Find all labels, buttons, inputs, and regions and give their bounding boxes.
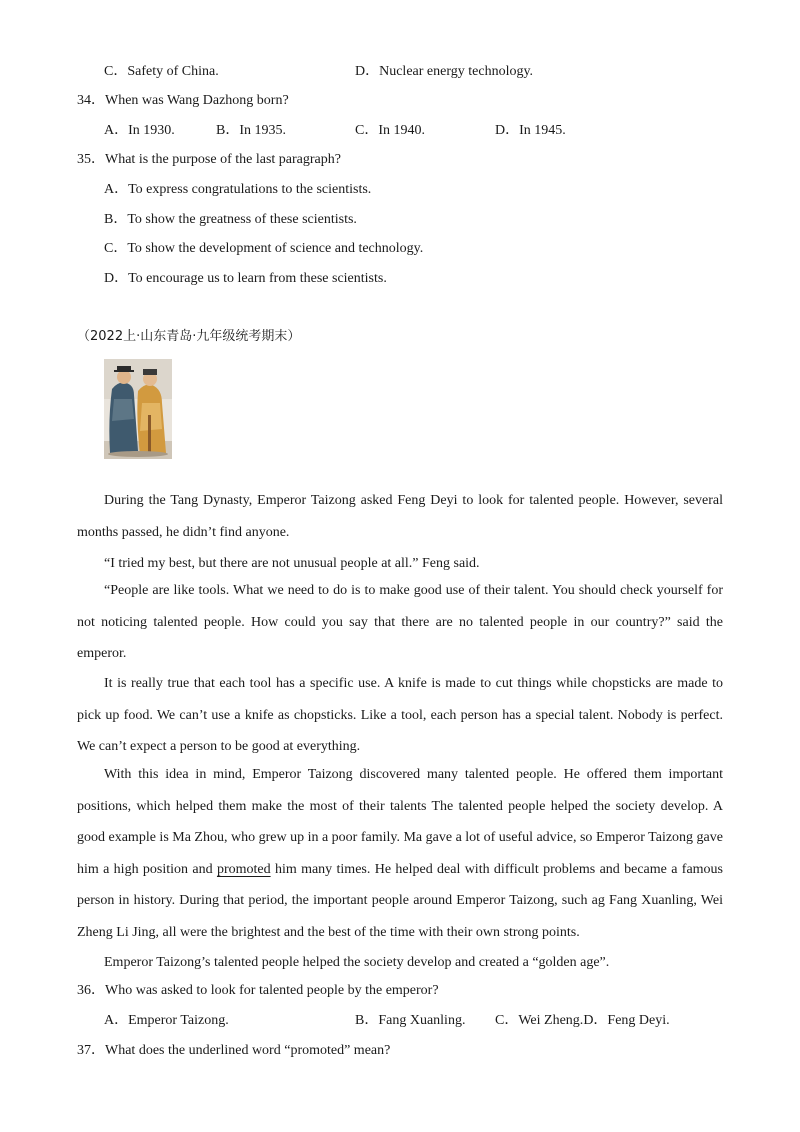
passage-paragraph-6: Emperor Taizong’s talented people helped the society develop and created a “golden age”. [104, 955, 610, 970]
q36-option-b: B．Fang Xuanling. [355, 1013, 466, 1028]
q34-option-b: B．In 1935. [216, 123, 286, 138]
q36-option-c: C．Wei Zheng.D．Feng Deyi. [495, 1013, 670, 1028]
q34-question: 34．When was Wang Dazhong born? [77, 93, 289, 108]
q35-option-b: B．To show the greatness of these scientists. [104, 212, 357, 227]
emperor-illustration [104, 359, 172, 459]
q33-option-c: C．Safety of China. [104, 64, 219, 79]
passage-paragraph-2: “I tried my best, but there are not unusual people at all.” Feng said. [104, 556, 480, 571]
passage-paragraph-5: With this idea in mind, Emperor Taizong discovered many talented people. He offered them important positions, which helped them make the most of their talents The talented people helped the society develop. A good example is Ma Zhou, who grew up in a poor family. Ma gave a lot of useful advice, so Emperor Taizong gave him a high position and promoted him many times. He helped deal with difficult problems and became a famous person in history. During that period, the important people around Emperor Taizong, such ag Fang Xuanling, Wei Zheng Li Jing, all were the brightest and the best of the time with their own strong points. [77, 767, 723, 940]
q34-option-c: C．In 1940. [355, 123, 425, 138]
passage-paragraph-1: During the Tang Dynasty, Emperor Taizong asked Feng Deyi to look for talented people. However, several months passed, he didn’t find anyone. [77, 493, 723, 540]
q36-option-a: A．Emperor Taizong. [104, 1013, 229, 1028]
q35-option-d: D．To encourage us to learn from these scientists. [104, 271, 387, 286]
q36-question: 36．Who was asked to look for talented people by the emperor? [77, 983, 439, 998]
passage-paragraph-4: It is really true that each tool has a specific use. A knife is made to cut things while chopsticks are made to pick up food. We can’t use a knife as chopsticks. Like a tool, each person has a special talent. Nobody is perfect. We can’t expect a person to be good at everything. [77, 676, 723, 754]
q34-option-a: A．In 1930. [104, 123, 175, 138]
q35-option-c: C．To show the development of science and technology. [104, 241, 424, 256]
underlined-word-promoted: promoted [216, 861, 271, 877]
passage-paragraph-3: “People are like tools. What we need to do is to make good use of their talent. You should check yourself for not noticing talented people. How could you say that there are no talented people in our country?” said the emperor. [77, 583, 723, 661]
q37-question: 37．What does the underlined word “promoted” mean? [77, 1043, 391, 1058]
source-tag: （2022上·山东青岛·九年级统考期末） [77, 329, 301, 344]
q35-option-a: A．To express congratulations to the scientists. [104, 182, 372, 197]
q36-option-d: D．Feng Deyi. [583, 1013, 670, 1028]
q33-option-d: D．Nuclear energy technology. [355, 64, 534, 79]
q34-option-d: D．In 1945. [495, 123, 566, 138]
q35-question: 35．What is the purpose of the last paragraph? [77, 152, 341, 167]
